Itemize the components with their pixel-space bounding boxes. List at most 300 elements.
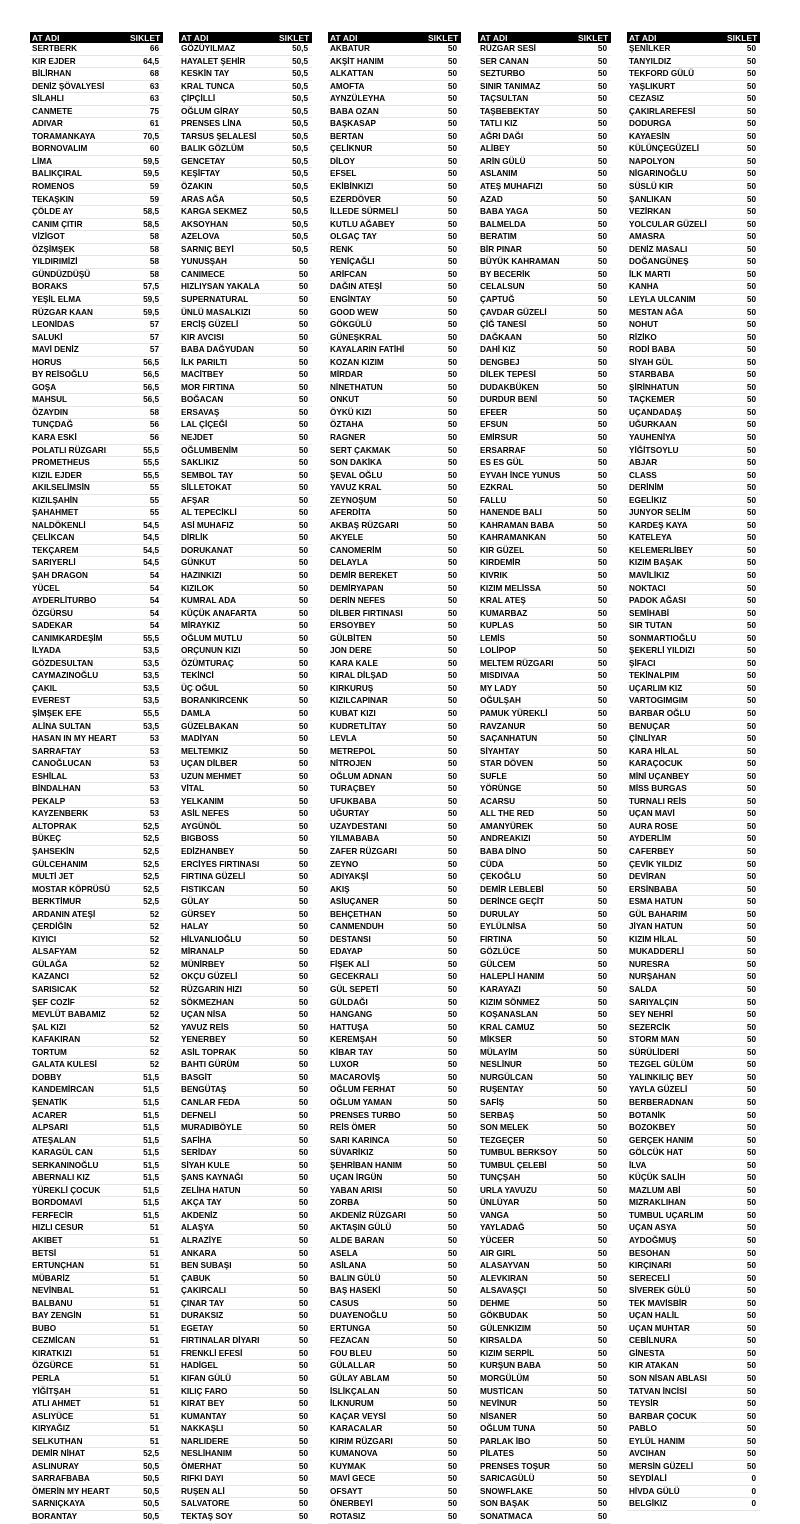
table-row bbox=[478, 682, 611, 695]
table-row bbox=[328, 231, 461, 244]
weight-cell: 53,5 bbox=[128, 720, 163, 733]
horse-name-cell: BORNOVALIM bbox=[30, 143, 128, 156]
horse-name-cell: ŞAHAHMET bbox=[30, 507, 128, 520]
horse-name-cell: CANOMERİM bbox=[328, 544, 426, 557]
weight-cell: 50 bbox=[277, 1347, 312, 1360]
horse-name-cell: ASLIYÜCE bbox=[30, 1410, 128, 1423]
horse-name-cell: BALIK GÖZLÜM bbox=[179, 143, 277, 156]
horse-name-cell: YILDIRIMİZİ bbox=[30, 256, 128, 269]
horse-name-cell: SAKLIKIZ bbox=[179, 457, 277, 470]
weight-cell: 50 bbox=[426, 946, 461, 959]
table-row bbox=[627, 1159, 760, 1172]
horse-name-cell: UZAYDESTANI bbox=[328, 820, 426, 833]
horse-name-cell: AYDERLİTURBO bbox=[30, 595, 128, 608]
weight-cell: 50 bbox=[277, 1460, 312, 1473]
horse-name-cell: SEZTURBO bbox=[478, 68, 576, 81]
table-row bbox=[179, 632, 312, 645]
table-row bbox=[478, 68, 611, 81]
horse-name-cell: MACAROVİŞ bbox=[328, 1071, 426, 1084]
table-row bbox=[328, 645, 461, 658]
horse-name-cell: KIRKURUŞ bbox=[328, 682, 426, 695]
table-row bbox=[179, 1347, 312, 1360]
table-row bbox=[30, 1021, 163, 1034]
horse-name-cell: PARLAK İBO bbox=[478, 1435, 576, 1448]
weight-cell: 59 bbox=[128, 181, 163, 194]
horse-name-cell: ASLANIM bbox=[478, 168, 576, 181]
weight-cell: 50 bbox=[576, 1372, 611, 1385]
table-row bbox=[328, 707, 461, 720]
table-row bbox=[627, 43, 760, 55]
table-row bbox=[179, 733, 312, 746]
horse-name-cell: AKTAŞIN GÜLÜ bbox=[328, 1222, 426, 1235]
weight-cell: 50 bbox=[426, 143, 461, 156]
horse-name-cell: KIRDEMİR bbox=[478, 557, 576, 570]
horse-name-cell: BETSİ bbox=[30, 1247, 128, 1260]
table-row bbox=[30, 733, 163, 746]
horse-name-cell: KIZILOK bbox=[179, 582, 277, 595]
horse-name-cell: DENİZ ŞÖVALYESİ bbox=[30, 80, 128, 93]
horse-name-cell: ZEYNO bbox=[328, 858, 426, 871]
table-column-1 bbox=[30, 32, 163, 1524]
horse-name-cell: DAMLA bbox=[179, 707, 277, 720]
horse-name-cell: HANGANG bbox=[328, 1009, 426, 1022]
weight-cell: 58 bbox=[128, 256, 163, 269]
horse-name-cell: TATLI KIZ bbox=[478, 118, 576, 131]
horse-name-cell: KIZIM SÖNMEZ bbox=[478, 996, 576, 1009]
weight-cell: 63 bbox=[128, 93, 163, 106]
horse-name-cell: KAHRAMAN BABA bbox=[478, 519, 576, 532]
horse-name-cell: ÇERDİĞİN bbox=[30, 921, 128, 934]
weight-cell: 51 bbox=[128, 1247, 163, 1260]
weight-cell: 51,5 bbox=[128, 1134, 163, 1147]
weight-cell: 50 bbox=[576, 1209, 611, 1222]
table-row bbox=[478, 80, 611, 93]
weight-cell: 58 bbox=[128, 231, 163, 244]
table-row bbox=[478, 293, 611, 306]
horse-name-cell: METREPOL bbox=[328, 745, 426, 758]
horse-name-cell: BABA YAGA bbox=[478, 206, 576, 219]
horse-name-cell: UÇAN ASYA bbox=[627, 1222, 725, 1235]
weight-cell: 52,5 bbox=[128, 820, 163, 833]
weight-cell: 50 bbox=[725, 1222, 760, 1235]
weight-cell: 50 bbox=[725, 833, 760, 846]
weight-cell: 55,5 bbox=[128, 707, 163, 720]
table-row bbox=[30, 1260, 163, 1273]
table-row bbox=[30, 607, 163, 620]
weight-cell: 58 bbox=[128, 268, 163, 281]
weight-cell: 50,5 bbox=[277, 243, 312, 256]
horse-name-cell: MUSTİCAN bbox=[478, 1385, 576, 1398]
weight-cell: 52 bbox=[128, 908, 163, 921]
horse-name-cell: BERTAN bbox=[328, 130, 426, 143]
weight-cell: 50 bbox=[277, 557, 312, 570]
horse-name-cell: GÜNEŞKRAL bbox=[328, 331, 426, 344]
table-row bbox=[478, 808, 611, 821]
weight-cell: 50 bbox=[277, 1473, 312, 1486]
table-row bbox=[328, 908, 461, 921]
table-row bbox=[478, 93, 611, 106]
horse-name-cell: ALEVKIRAN bbox=[478, 1272, 576, 1285]
weight-cell: 50 bbox=[426, 1360, 461, 1373]
table-row bbox=[328, 1372, 461, 1385]
weight-cell: 50 bbox=[725, 1046, 760, 1059]
table-row bbox=[478, 1410, 611, 1423]
weight-cell: 50 bbox=[576, 745, 611, 758]
weight-cell: 50 bbox=[576, 1172, 611, 1185]
horse-name-cell: CELALSUN bbox=[478, 281, 576, 294]
weight-cell: 50 bbox=[426, 820, 461, 833]
table-row bbox=[30, 293, 163, 306]
weight-cell: 50 bbox=[277, 1448, 312, 1461]
table-row bbox=[30, 645, 163, 658]
weight-cell: 50 bbox=[426, 1322, 461, 1335]
table-row bbox=[179, 1021, 312, 1034]
weight-cell: 53,5 bbox=[128, 657, 163, 670]
weight-cell: 50 bbox=[576, 632, 611, 645]
weight-cell: 50 bbox=[576, 720, 611, 733]
weight-cell: 50 bbox=[277, 958, 312, 971]
weight-cell: 50 bbox=[576, 1473, 611, 1486]
table-row bbox=[478, 858, 611, 871]
table-row bbox=[328, 933, 461, 946]
weight-cell: 53,5 bbox=[128, 695, 163, 708]
horse-name-cell: GÖZDESULTAN bbox=[30, 657, 128, 670]
weight-cell: 50 bbox=[576, 921, 611, 934]
header-weight: SIKLET bbox=[277, 32, 312, 43]
horse-name-cell: SÜSLÜ KIR bbox=[627, 181, 725, 194]
weight-cell: 50 bbox=[426, 1184, 461, 1197]
horse-name-cell: YUNUSŞAH bbox=[179, 256, 277, 269]
table-row bbox=[328, 193, 461, 206]
horse-name-cell: KAYAESİN bbox=[627, 130, 725, 143]
horse-name-cell: RÜZGAR SESİ bbox=[478, 43, 576, 55]
horse-name-cell: BEHÇETHAN bbox=[328, 908, 426, 921]
table-row bbox=[179, 1134, 312, 1147]
table-row bbox=[30, 381, 163, 394]
horse-name-cell: EYLÜL HANIM bbox=[627, 1435, 725, 1448]
table-row bbox=[328, 657, 461, 670]
weight-cell: 50 bbox=[277, 544, 312, 557]
table-row bbox=[179, 457, 312, 470]
horse-name-cell: KARAÇOCUK bbox=[627, 758, 725, 771]
horse-name-cell: GÖZÜYILMAZ bbox=[179, 43, 277, 55]
table-row bbox=[179, 1234, 312, 1247]
table-row bbox=[328, 431, 461, 444]
horse-name-cell: YÖRÜNGE bbox=[478, 783, 576, 796]
horse-name-cell: MİNİ UÇANBEY bbox=[627, 770, 725, 783]
horse-name-cell: PADOK AĞASI bbox=[627, 595, 725, 608]
horse-name-cell: AKIŞ bbox=[328, 883, 426, 896]
horse-name-cell: EZKRAL bbox=[478, 482, 576, 495]
horse-name-cell: ŞEKERLİ YILDIZI bbox=[627, 645, 725, 658]
horse-name-cell: KIRYAĞIZ bbox=[30, 1423, 128, 1436]
horse-name-cell: AVCIHAN bbox=[627, 1448, 725, 1461]
table-row bbox=[328, 1059, 461, 1072]
table-row bbox=[328, 808, 461, 821]
table-row bbox=[328, 1297, 461, 1310]
horse-name-cell: DERİNCE GEÇİT bbox=[478, 896, 576, 909]
horse-name-cell: ALİBEY bbox=[478, 143, 576, 156]
weight-cell: 50 bbox=[426, 1046, 461, 1059]
table-row bbox=[478, 1009, 611, 1022]
horse-name-cell: DURAKSIZ bbox=[179, 1310, 277, 1323]
weight-cell: 50 bbox=[277, 494, 312, 507]
table-row bbox=[328, 1460, 461, 1473]
table-row bbox=[627, 444, 760, 457]
table-row bbox=[627, 1310, 760, 1323]
weight-cell: 50 bbox=[277, 569, 312, 582]
weight-cell: 50 bbox=[277, 1322, 312, 1335]
weight-cell: 50 bbox=[576, 118, 611, 131]
weight-cell: 50 bbox=[426, 55, 461, 68]
horse-name-cell: ALSAFYAM bbox=[30, 946, 128, 959]
horse-name-cell: MADİYAN bbox=[179, 733, 277, 746]
weight-cell: 50 bbox=[725, 1147, 760, 1160]
weight-cell: 50 bbox=[576, 1184, 611, 1197]
weight-cell: 50 bbox=[277, 808, 312, 821]
table-row bbox=[478, 1385, 611, 1398]
table-row bbox=[478, 1322, 611, 1335]
weight-cell: 50 bbox=[576, 319, 611, 332]
table-row bbox=[627, 1059, 760, 1072]
horse-name-cell: SADEKAR bbox=[30, 620, 128, 633]
table-row bbox=[478, 645, 611, 658]
weight-cell: 50 bbox=[277, 519, 312, 532]
weight-cell: 50 bbox=[277, 1071, 312, 1084]
table-row bbox=[30, 1347, 163, 1360]
table-row bbox=[30, 218, 163, 231]
table-row bbox=[627, 657, 760, 670]
horse-name-cell: PAMUK YÜREKLİ bbox=[478, 707, 576, 720]
horse-name-cell: DURDUR BENİ bbox=[478, 394, 576, 407]
table-row bbox=[478, 1435, 611, 1448]
weight-cell: 50 bbox=[576, 206, 611, 219]
weight-cell: 54,5 bbox=[128, 557, 163, 570]
table-row bbox=[478, 783, 611, 796]
table-row bbox=[478, 1184, 611, 1197]
horse-name-cell: ÖMERHAT bbox=[179, 1460, 277, 1473]
table-row bbox=[627, 820, 760, 833]
horse-name-cell: LOLİPOP bbox=[478, 645, 576, 658]
horse-name-cell: SARRAFBABA bbox=[30, 1473, 128, 1486]
weight-cell: 50 bbox=[277, 620, 312, 633]
table-row bbox=[478, 1310, 611, 1323]
weight-cell: 50 bbox=[277, 607, 312, 620]
table-column-5 bbox=[627, 32, 760, 1511]
weight-cell: 51 bbox=[128, 1272, 163, 1285]
horse-name-cell: ŞAL KIZI bbox=[30, 1021, 128, 1034]
horse-name-cell: SARI KARINCA bbox=[328, 1134, 426, 1147]
table-row bbox=[627, 507, 760, 520]
weight-cell: 50 bbox=[725, 457, 760, 470]
table-row bbox=[179, 1322, 312, 1335]
weight-cell: 50 bbox=[576, 908, 611, 921]
table-row bbox=[627, 795, 760, 808]
table-row bbox=[478, 419, 611, 432]
table-row bbox=[328, 482, 461, 495]
horse-name-cell: MİKSER bbox=[478, 1034, 576, 1047]
weight-cell: 50 bbox=[725, 168, 760, 181]
horse-name-cell: TURNALI REİS bbox=[627, 795, 725, 808]
weight-cell: 50 bbox=[725, 494, 760, 507]
table-row bbox=[478, 394, 611, 407]
weight-cell: 52 bbox=[128, 1034, 163, 1047]
horse-name-cell: KEŞİFTAY bbox=[179, 168, 277, 181]
horse-name-cell: KELEMERLİBEY bbox=[627, 544, 725, 557]
horse-name-cell: YENİÇAĞLI bbox=[328, 256, 426, 269]
table-row bbox=[30, 356, 163, 369]
weight-cell: 53 bbox=[128, 733, 163, 746]
horse-name-cell: YELKANIM bbox=[179, 795, 277, 808]
horse-name-cell: SER CANAN bbox=[478, 55, 576, 68]
table-row bbox=[179, 381, 312, 394]
weight-cell: 50 bbox=[426, 419, 461, 432]
weight-cell: 50 bbox=[277, 482, 312, 495]
horse-name-cell: İLK PARILTI bbox=[179, 356, 277, 369]
horse-name-cell: KIZILCAPINAR bbox=[328, 695, 426, 708]
weight-cell: 50 bbox=[426, 770, 461, 783]
table-row bbox=[627, 958, 760, 971]
horse-name-cell: ÜNLÜYAR bbox=[478, 1197, 576, 1210]
table-row bbox=[328, 670, 461, 683]
table-row bbox=[478, 243, 611, 256]
weight-cell: 51 bbox=[128, 1222, 163, 1235]
header-weight: SIKLET bbox=[128, 32, 163, 43]
table-row bbox=[179, 1059, 312, 1072]
horse-name-cell: KESKİN TAY bbox=[179, 68, 277, 81]
table-row bbox=[179, 858, 312, 871]
table-row bbox=[328, 369, 461, 382]
weight-cell: 50 bbox=[426, 645, 461, 658]
horse-name-cell: KAZANCI bbox=[30, 971, 128, 984]
table-row bbox=[627, 858, 760, 871]
table-row bbox=[478, 43, 611, 55]
table-row bbox=[328, 519, 461, 532]
weight-cell: 52,5 bbox=[128, 883, 163, 896]
weight-cell: 50 bbox=[277, 1172, 312, 1185]
table-row bbox=[179, 1448, 312, 1461]
horse-name-cell: KIR AVCISI bbox=[179, 331, 277, 344]
horse-name-cell: SNOWFLAKE bbox=[478, 1485, 576, 1498]
table-row bbox=[328, 1172, 461, 1185]
horse-name-cell: BOTANİK bbox=[627, 1109, 725, 1122]
weight-table bbox=[179, 32, 312, 1524]
horse-name-cell: EFSUN bbox=[478, 419, 576, 432]
horse-name-cell: NARLIDERE bbox=[179, 1435, 277, 1448]
horse-name-cell: DEMİRYAPAN bbox=[328, 582, 426, 595]
table-row bbox=[30, 833, 163, 846]
table-row bbox=[328, 1473, 461, 1486]
weight-cell: 50 bbox=[576, 795, 611, 808]
horse-name-cell: DODURGA bbox=[627, 118, 725, 131]
horse-name-cell: ŞEVAL OĞLU bbox=[328, 469, 426, 482]
weight-cell: 50 bbox=[725, 896, 760, 909]
weight-cell: 51,5 bbox=[128, 1096, 163, 1109]
weight-cell: 50 bbox=[426, 682, 461, 695]
weight-cell: 50 bbox=[426, 331, 461, 344]
table-row bbox=[328, 1009, 461, 1022]
weight-cell: 50 bbox=[576, 1448, 611, 1461]
weight-cell: 50 bbox=[576, 770, 611, 783]
horse-name-cell: PRENSES TURBO bbox=[328, 1109, 426, 1122]
weight-cell: 50 bbox=[426, 206, 461, 219]
weight-cell: 50 bbox=[576, 306, 611, 319]
horse-name-cell: JON DERE bbox=[328, 645, 426, 658]
weight-cell: 50 bbox=[725, 996, 760, 1009]
horse-name-cell: RAVZANUR bbox=[478, 720, 576, 733]
weight-cell: 50,5 bbox=[128, 1510, 163, 1523]
weight-cell: 50 bbox=[426, 1448, 461, 1461]
table-row bbox=[627, 1222, 760, 1235]
horse-name-cell: CLASS bbox=[627, 469, 725, 482]
weight-cell: 70,5 bbox=[128, 130, 163, 143]
table-row bbox=[627, 130, 760, 143]
horse-name-cell: BIGBOSS bbox=[179, 833, 277, 846]
horse-name-cell: BALIN GÜLÜ bbox=[328, 1272, 426, 1285]
table-row bbox=[627, 1410, 760, 1423]
weight-cell: 52 bbox=[128, 946, 163, 959]
weight-cell: 54 bbox=[128, 607, 163, 620]
table-row bbox=[328, 569, 461, 582]
table-row bbox=[328, 833, 461, 846]
table-row bbox=[179, 168, 312, 181]
table-row bbox=[179, 1184, 312, 1197]
table-row bbox=[478, 1021, 611, 1034]
weight-cell: 50 bbox=[426, 93, 461, 106]
table-row bbox=[478, 1297, 611, 1310]
table-row bbox=[30, 1109, 163, 1122]
horse-name-cell: SONMARTIOĞLU bbox=[627, 632, 725, 645]
weight-cell: 51,5 bbox=[128, 1184, 163, 1197]
horse-name-cell: SON NİSAN ABLASI bbox=[627, 1372, 725, 1385]
weight-cell: 50 bbox=[725, 682, 760, 695]
table-row bbox=[328, 1122, 461, 1135]
weight-cell: 51 bbox=[128, 1335, 163, 1348]
horse-name-cell: TEK MAVİSBİR bbox=[627, 1297, 725, 1310]
table-row bbox=[328, 795, 461, 808]
table-row bbox=[328, 469, 461, 482]
horse-name-cell: RUŞENTAY bbox=[478, 1084, 576, 1097]
table-row bbox=[179, 1046, 312, 1059]
table-row bbox=[328, 381, 461, 394]
table-row bbox=[179, 971, 312, 984]
weight-cell: 50 bbox=[576, 733, 611, 746]
table-row bbox=[179, 218, 312, 231]
weight-cell: 50 bbox=[725, 381, 760, 394]
horse-name-cell: AFŞAR bbox=[179, 494, 277, 507]
weight-cell: 50 bbox=[426, 193, 461, 206]
weight-cell: 50 bbox=[277, 783, 312, 796]
table-row bbox=[179, 1398, 312, 1411]
weight-cell: 50 bbox=[426, 1109, 461, 1122]
table-row bbox=[179, 1285, 312, 1298]
weight-cell: 0 bbox=[725, 1473, 760, 1486]
weight-cell: 53 bbox=[128, 758, 163, 771]
table-row bbox=[627, 670, 760, 683]
horse-name-cell: BALIKÇIRAL bbox=[30, 168, 128, 181]
weight-cell: 50 bbox=[426, 394, 461, 407]
table-row bbox=[179, 419, 312, 432]
weight-cell: 0 bbox=[725, 1485, 760, 1498]
weight-cell: 50 bbox=[576, 1034, 611, 1047]
horse-name-cell: RÜZGARIN HIZI bbox=[179, 984, 277, 997]
table-row bbox=[179, 620, 312, 633]
weight-cell: 50 bbox=[725, 218, 760, 231]
table-row bbox=[478, 1234, 611, 1247]
horse-name-cell: ÇİNLİYAR bbox=[627, 733, 725, 746]
horse-name-cell: ARİFCAN bbox=[328, 268, 426, 281]
weight-cell: 50 bbox=[725, 1310, 760, 1323]
